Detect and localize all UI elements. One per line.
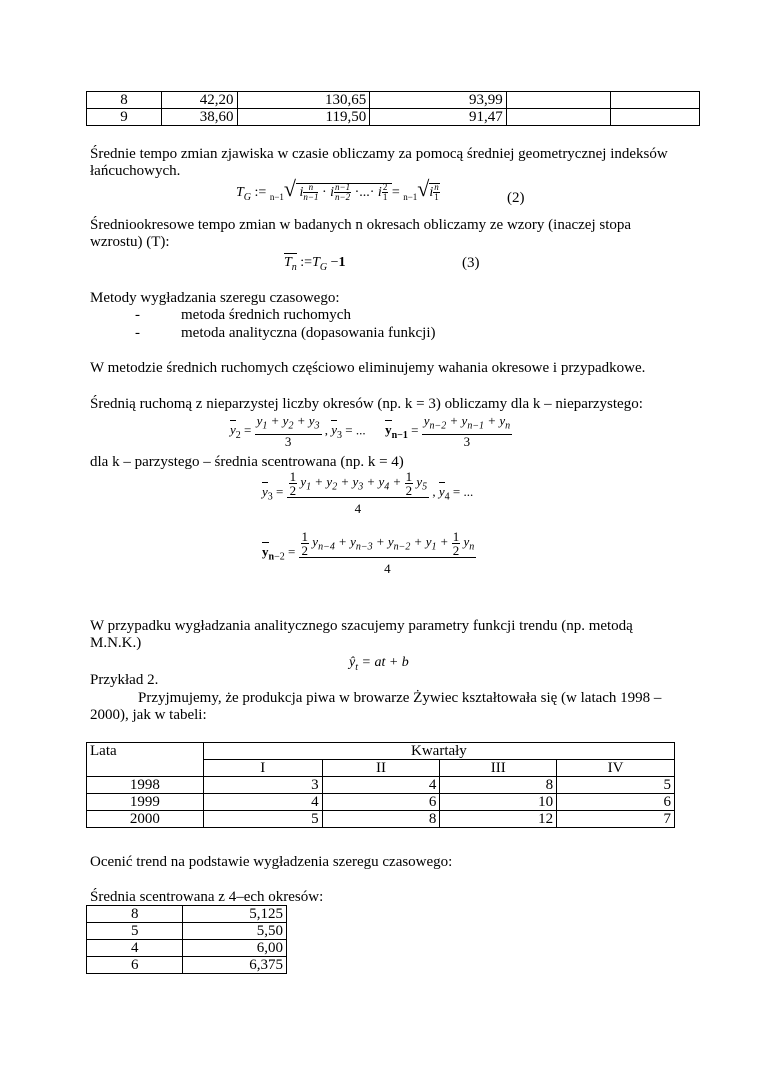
formula-centered-average-first: $y_3$ = $\frac{1}{2}$ $y_1 + y_2 + y_3 + y_4$ + $\frac{1}{2}$ $y_5$ 4 , $y_4$ = ... bbox=[262, 469, 474, 516]
table-cell: 93,99 bbox=[370, 92, 507, 109]
table-row bbox=[87, 923, 287, 940]
table-cell bbox=[611, 92, 700, 109]
table-cell: 5,125 bbox=[183, 906, 287, 923]
table-cell: 6,375 bbox=[183, 957, 287, 974]
table-cell: 5 bbox=[557, 777, 675, 794]
table-row bbox=[87, 777, 675, 794]
paragraph-moving-averages: W metodzie średnich ruchomych częściowo eliminujemy wahania okresowe i przypadkowe. bbox=[90, 360, 646, 376]
list-bullet: - bbox=[135, 307, 140, 323]
table-cell: 42,20 bbox=[162, 92, 237, 109]
top-table bbox=[86, 91, 700, 126]
table-cell: 5 bbox=[203, 811, 322, 828]
table-row bbox=[87, 940, 287, 957]
table-cell: 6,00 bbox=[183, 940, 287, 957]
table-cell: 91,47 bbox=[370, 109, 507, 126]
paragraph-geometric-mean: Średnie tempo zmian zjawiska w czasie obliczamy za pomocą średniej geometrycznej indeksów łańcuchowych. bbox=[90, 146, 668, 179]
paragraph-odd-moving-average: Średnią ruchomą z nieparzystej liczby okresów (np. k = 3) obliczamy dla k – nieparzystego: bbox=[90, 396, 643, 412]
centered-average-table bbox=[86, 905, 287, 974]
equation-number-3: (3) bbox=[462, 255, 480, 271]
table-cell bbox=[611, 109, 700, 126]
example-heading: Przykład 2. bbox=[90, 672, 159, 688]
header-quarter: II bbox=[322, 760, 440, 777]
table-cell: 12 bbox=[440, 811, 557, 828]
formula-centered-average-last: $y_{n-2}$ = $\frac{1}{2}$ $y_{n-4} + y_{n-3} + y_{n-2} + y_1$ + $\frac{1}{2}$ $y_n$ 4 bbox=[262, 529, 475, 576]
table-cell: 8 bbox=[322, 811, 440, 828]
table-cell: 4 bbox=[322, 777, 440, 794]
table-cell: 130,65 bbox=[237, 92, 370, 109]
formula-trend-line: $ŷ_t$ = at + b bbox=[349, 655, 409, 673]
table-row bbox=[87, 743, 675, 760]
table-cell: 4 bbox=[203, 794, 322, 811]
table-cell: 119,50 bbox=[237, 109, 370, 126]
table-cell bbox=[506, 92, 610, 109]
table-cell: 8 bbox=[87, 906, 183, 923]
paragraph-beer-production: Przyjmujemy, że produkcja piwa w browarze Żywiec kształtowała się (w latach 1998 – 2000), jak w tabeli: bbox=[90, 690, 662, 723]
list-bullet: - bbox=[135, 325, 140, 341]
equation-3: $T_n$ $:=T_G -1$ bbox=[284, 255, 346, 273]
table-row bbox=[87, 811, 675, 828]
paragraph-analytical-smoothing: W przypadku wygładzania analitycznego szacujemy parametry funkcji trendu (np. metodą M.N.K.) bbox=[90, 618, 633, 651]
table-cell: 8 bbox=[87, 92, 162, 109]
header-quarter: III bbox=[440, 760, 557, 777]
list-item: metoda analityczna (dopasowania funkcji) bbox=[181, 325, 436, 341]
table-cell bbox=[506, 109, 610, 126]
header-quarter: IV bbox=[557, 760, 675, 777]
table-cell-year: 1999 bbox=[87, 794, 204, 811]
formula-odd-moving-average: $y_2$ = $\frac{y_1 + y_2 + y_3}{3}$ , $y_3$ = ... $y_{n-1}$ = $\frac{y_{n-2} + y_{n-1} + y_n}{3}$ bbox=[230, 413, 511, 449]
table-row bbox=[87, 906, 287, 923]
table-cell: 3 bbox=[203, 777, 322, 794]
table-cell-year: 2000 bbox=[87, 811, 204, 828]
table-row bbox=[87, 109, 700, 126]
table-cell: 9 bbox=[87, 109, 162, 126]
paragraph-task: Ocenić trend na podstawie wygładzenia szeregu czasowego: bbox=[90, 854, 453, 870]
table-cell: 8 bbox=[440, 777, 557, 794]
header-quarters: Kwartały bbox=[203, 743, 674, 760]
table-cell: 38,60 bbox=[162, 109, 237, 126]
table-cell: 6 bbox=[87, 957, 183, 974]
table-cell: 6 bbox=[557, 794, 675, 811]
table-cell-year: 1998 bbox=[87, 777, 204, 794]
list-item: metoda średnich ruchomych bbox=[181, 307, 351, 323]
equation-number-2: (2) bbox=[507, 190, 525, 206]
paragraph-average-rate: Średniookresowe tempo zmian w badanych n okresach obliczamy ze wzory (inaczej stopa wzrostu) (T): bbox=[90, 217, 632, 250]
table-cell: 10 bbox=[440, 794, 557, 811]
header-years: Lata bbox=[87, 743, 204, 777]
paragraph-even-moving-average: dla k – parzystego – średnia scentrowana (np. k = 4) bbox=[90, 454, 404, 470]
paragraph-centered-average: Średnia scentrowana z 4–ech okresów: bbox=[90, 889, 324, 905]
table-row bbox=[87, 957, 287, 974]
table-cell: 6 bbox=[322, 794, 440, 811]
table-cell: 7 bbox=[557, 811, 675, 828]
table-row bbox=[87, 92, 700, 109]
table-cell: 5,50 bbox=[183, 923, 287, 940]
table-row bbox=[87, 794, 675, 811]
table-cell: 5 bbox=[87, 923, 183, 940]
header-quarter: I bbox=[203, 760, 322, 777]
equation-2: $T_G$ := $_{n-1}$√ i $\frac{n}{n-1}$ · i $\frac{n-1}{n-2}$ ·...· i $\frac{2}{1}$ = $_{n-1}$√i $\frac{n}{1}$ bbox=[236, 176, 439, 203]
table-cell: 4 bbox=[87, 940, 183, 957]
beer-production-table bbox=[86, 742, 675, 828]
paragraph-smoothing-methods: Metody wygładzania szeregu czasowego: bbox=[90, 290, 340, 306]
